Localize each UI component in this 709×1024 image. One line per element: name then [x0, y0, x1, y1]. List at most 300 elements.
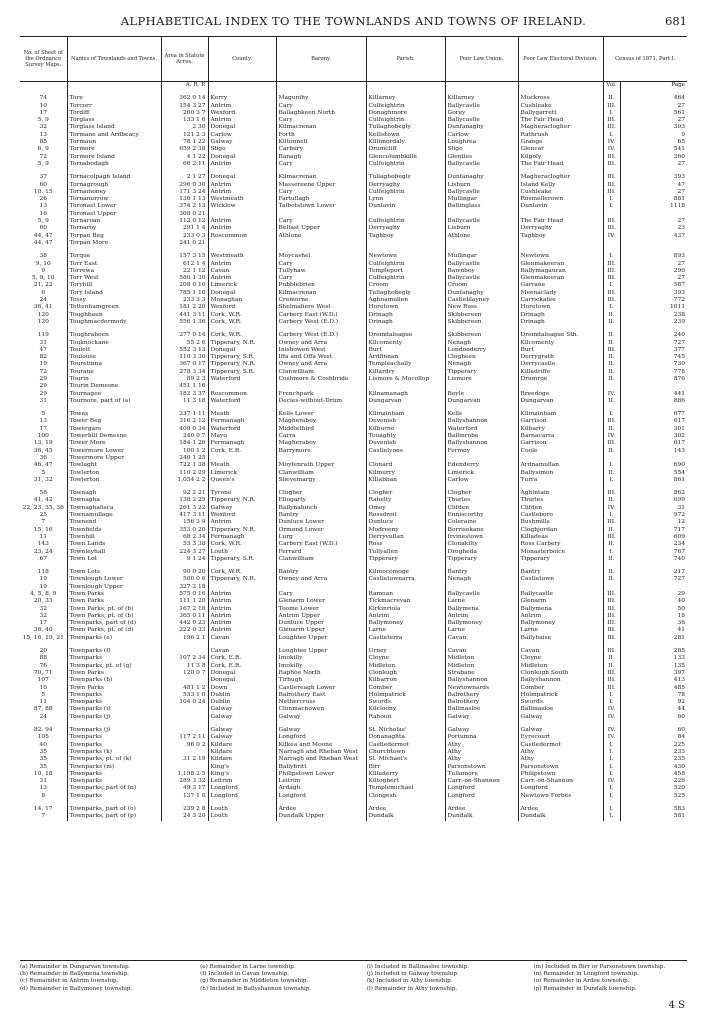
table-row [20, 139, 687, 146]
name-cell: Town Lot [67, 556, 161, 563]
county-cell: Donegal [208, 154, 276, 161]
page-cell: 27 [620, 275, 687, 282]
area-cell: 196 2 1 [161, 635, 208, 642]
col-header-parish: Parish. [366, 37, 445, 82]
ped-cell: Midleton [518, 663, 603, 670]
ped-cell: Garrane [518, 282, 603, 289]
area-cell: 96 0 2 [161, 742, 208, 749]
table-row [20, 778, 687, 785]
page-cell: 520 [620, 785, 687, 792]
county-cell: Galway [208, 734, 276, 741]
ped-cell: Castletown [518, 576, 603, 583]
parish-cell: Drinagh [366, 312, 445, 319]
county-cell: Tipperary, N.R. [208, 527, 276, 534]
name-cell: Tormore Island [67, 154, 161, 161]
vol-cell: II. [603, 361, 620, 368]
county-cell: Galway [208, 721, 276, 734]
vol-cell: I. [603, 692, 620, 699]
ped-cell: Magheraclogher [518, 168, 603, 181]
parish-cell: Omey [366, 505, 445, 512]
vol-cell: IV. [603, 139, 620, 146]
name-cell: Townparks (j) [67, 721, 161, 734]
sheet-cell: 58 [39, 490, 47, 497]
sheet-cell: 24 [39, 297, 47, 304]
sheet-cell: 19 [39, 576, 47, 583]
table-row [20, 218, 687, 225]
vol-cell: III. [603, 627, 620, 634]
table-row [20, 627, 687, 634]
page-cell: 377 [620, 347, 687, 354]
barony-cell: Kilmacrenan [276, 124, 366, 131]
vol-cell [603, 383, 620, 390]
sheet-cell: 70, 71 [33, 669, 53, 676]
table-row [20, 613, 687, 620]
parish-cell: Urney [366, 642, 445, 655]
ped-cell: Garrison [518, 440, 603, 447]
ped-cell: Ross Carbery [518, 541, 603, 548]
page-cell: 690 [620, 462, 687, 469]
barony-cell: Magheraboy [276, 418, 366, 425]
area-cell [161, 677, 208, 684]
ped-cell: Larne [518, 627, 603, 634]
vol-cell: II. [603, 556, 620, 563]
vol-cell: II. [603, 354, 620, 361]
name-cell: Town Parks [67, 591, 161, 598]
sheet-cell: 60 [39, 181, 47, 188]
page-cell: 360 [620, 154, 687, 161]
county-cell: Tipperary, N.R. [208, 497, 276, 504]
table-row [20, 440, 687, 447]
county-cell: Fermanagh [208, 440, 276, 447]
vol-cell: I. [603, 477, 620, 484]
name-cell: Toulett [67, 347, 161, 354]
table-row [20, 340, 687, 347]
area-cell: 31 2 19 [161, 756, 208, 763]
table-row [20, 519, 687, 526]
plu-cell: Drogheda [445, 549, 518, 556]
parish-cell: Derryaghy [366, 225, 445, 232]
area-cell: 182 3 37 [161, 391, 208, 398]
barony-cell: Kilmacrenan [276, 168, 366, 181]
name-cell: Torr West [67, 275, 161, 282]
vol-cell: III. [603, 534, 620, 541]
sheet-cell: 36, 45 [33, 447, 53, 454]
name-cell: Townparks, pt. of (g) [67, 663, 161, 670]
vol-cell: III. [603, 225, 620, 232]
county-cell [208, 455, 276, 462]
parish-cell: Devenish [366, 418, 445, 425]
name-cell: Torcorr [67, 103, 161, 110]
ped-cell: Killadeas [518, 534, 603, 541]
ped-cell: Derryaghy [518, 225, 603, 232]
vol-cell: I. [603, 203, 620, 210]
area-cell: 240 0 7 [161, 433, 208, 440]
vol-cell: III. [603, 261, 620, 268]
ped-cell: Cloyne [518, 655, 603, 662]
footnote-column [20, 964, 200, 993]
sheet-cell: 17 [39, 425, 47, 432]
area-cell: 552 3 13 [161, 347, 208, 354]
area-cell: 365 0 11 [161, 613, 208, 620]
sheet-cell: 38 [39, 253, 47, 260]
table-row [20, 312, 687, 319]
name-cell: Townagha [67, 497, 161, 504]
name-cell: Towlaght [67, 462, 161, 469]
vol-cell: III. [603, 606, 620, 613]
table-row [20, 418, 687, 425]
vol-cell: III. [603, 685, 620, 692]
vol-cell: I. [603, 813, 620, 820]
vol-cell: I. [603, 247, 620, 260]
sheet-cell: 40 [39, 741, 47, 748]
page-cell: 27 [620, 117, 687, 124]
name-cell: Torrewa [67, 268, 161, 275]
vol-cell: III. [603, 642, 620, 655]
ped-cell [518, 383, 603, 390]
page-cell: 727 [620, 576, 687, 583]
plu-cell: Dunfanaghy [445, 290, 518, 297]
sheet-cell: 82 [39, 354, 47, 361]
table-row [20, 527, 687, 534]
table-row [20, 734, 687, 741]
ped-cell: Meenaclady [518, 290, 603, 297]
plu-cell: Nenagh [445, 576, 518, 583]
plu-cell: Strabane [445, 670, 518, 677]
table-row [20, 182, 687, 189]
vol-cell: III. [603, 670, 620, 677]
footnote-column [534, 964, 687, 993]
table-row [20, 124, 687, 131]
parish-cell: Touaghty [366, 433, 445, 440]
county-cell: Antrim [208, 519, 276, 526]
table-row [20, 462, 687, 469]
area-cell: 11 3 8 [161, 663, 208, 670]
barony-cell: Kells Lower [276, 405, 366, 418]
sheet-cell: 5 [41, 411, 46, 418]
ped-cell: Ballymoney [518, 620, 603, 627]
page-cell: 727 [620, 340, 687, 347]
parish-cell: St. Nicholas' [366, 721, 445, 734]
ped-cell: Turra [518, 477, 603, 484]
parish-cell: Tullaghobegly [366, 124, 445, 131]
name-cell: Tory Island [67, 290, 161, 297]
barony-cell: Toome Lower [276, 606, 366, 613]
parish-cell: Modreeny [366, 527, 445, 534]
table-row [20, 290, 687, 297]
plu-cell: Coleraine [445, 519, 518, 526]
plu-cell: Ballycastle [445, 117, 518, 124]
ped-cell: Aghintain [518, 484, 603, 497]
area-cell: 53 3 38 [161, 541, 208, 548]
parish-cell: Taghboy [366, 233, 445, 240]
parish-cell: Churchtown [366, 749, 445, 756]
county-cell: Donegal [208, 347, 276, 354]
area-cell: 208 0 16 [161, 282, 208, 289]
table-row [20, 361, 687, 368]
plu-cell: Galway [445, 721, 518, 734]
name-cell: Toulouse [67, 354, 161, 361]
area-cell [161, 749, 208, 756]
parish-cell: Drinagh [366, 319, 445, 326]
county-cell: Cork, E.R. [208, 655, 276, 662]
name-cell: Townparks, part of (n) [67, 785, 161, 792]
ped-cell: Thurles [518, 497, 603, 504]
sheet-cell: 7 [41, 519, 46, 526]
barony-cell: Carbury [276, 146, 366, 153]
vol-cell: IV. [603, 734, 620, 741]
name-cell: Tottenhamgreen [67, 304, 161, 311]
footnote: (h) Included in Ballyshannon township. [200, 985, 312, 992]
barony-cell: Belfast Upper [276, 225, 366, 232]
county-cell: Tipperary, S.R. [208, 354, 276, 361]
table-row [20, 470, 687, 477]
footnote: (b) Remainder in Ballymena township. [20, 971, 129, 978]
table-row [20, 663, 687, 670]
page-cell: 464 [620, 89, 687, 102]
vol-cell: IV. [603, 433, 620, 440]
sheet-cell: 119 [37, 332, 49, 339]
footnote: (d) Remainder in Ballymoney township. [20, 985, 133, 992]
ped-cell: Kilcomenty [518, 340, 603, 347]
county-cell: Cavan [208, 635, 276, 642]
sheet-cell: 82, 94 [33, 727, 53, 734]
ped-cell: Ballygarrett [518, 110, 603, 117]
plu-cell: Boyle [445, 391, 518, 398]
vol-cell: II. [603, 326, 620, 339]
plu-cell: Ballyshannon [445, 440, 518, 447]
parish-cell: Kilmocomoge [366, 563, 445, 576]
col-header-county: County. [208, 37, 276, 82]
vol-cell: III. [603, 613, 620, 620]
page-cell: 238 [620, 312, 687, 319]
name-cell: Toughraheen [67, 326, 161, 339]
vol-cell: I. [603, 132, 620, 139]
sheet-cell: 31 [39, 778, 47, 785]
page-cell: 36 [620, 620, 687, 627]
name-cell: Torglass Island [67, 124, 161, 131]
area-cell: 222 0 33 [161, 627, 208, 634]
barony-cell: Clogher [276, 484, 366, 497]
barony-cell: Massereene Upper [276, 182, 366, 189]
table-row [20, 699, 687, 706]
barony-cell: Forth [276, 132, 366, 139]
plu-cell: Ballycastle [445, 275, 518, 282]
table-row [20, 749, 687, 756]
barony-cell: Decies-without-Drum [276, 398, 366, 405]
table-row [20, 405, 687, 418]
parish-cell: Larne [366, 627, 445, 634]
ped-cell: Athy [518, 756, 603, 763]
barony-cell: Cary [276, 103, 366, 110]
ped-cell: The Fair Head [518, 161, 603, 168]
barony-cell: Galway [276, 714, 366, 721]
ped-cell: Muckross [518, 89, 603, 102]
page-cell: 302 [620, 433, 687, 440]
vol-cell: I. [603, 462, 620, 469]
name-cell: Townparks [67, 734, 161, 741]
county-cell: Donegal [208, 168, 276, 181]
plu-cell: Dundalk [445, 813, 518, 820]
plu-cell: Gorey [445, 110, 518, 117]
sheet-cell: 44, 47 [33, 239, 53, 246]
page-cell: 135 [620, 663, 687, 670]
county-cell: Wexford [208, 110, 276, 117]
plu-cell: Antrim [445, 613, 518, 620]
name-cell: Town Parks [67, 685, 161, 692]
area-cell: 90 0 20 [161, 563, 208, 576]
table-row [20, 756, 687, 763]
area-cell: 316 2 12 [161, 418, 208, 425]
plu-cell: Portumna [445, 734, 518, 741]
ped-cell: Derrycastle [518, 361, 603, 368]
name-cell: Tournagee [67, 391, 161, 398]
plu-cell: Dunfanaghy [445, 124, 518, 131]
parish-cell: Culfeightrin [366, 161, 445, 168]
sheet-cell: 46, 47 [33, 462, 53, 469]
page-cell: 65 [620, 139, 687, 146]
name-cell: Toronast Lower [67, 203, 161, 210]
vol-cell: II. [603, 497, 620, 504]
table-row [20, 541, 687, 548]
page-cell: 27 [620, 261, 687, 268]
sheet-cell: 6 [41, 289, 46, 296]
area-cell: 296 0 30 [161, 182, 208, 189]
vol-cell: I. [603, 405, 620, 418]
table-row [20, 721, 687, 734]
page-cell: 240 [620, 326, 687, 339]
plu-cell: Cavan [445, 635, 518, 642]
sheet-cell: 67 [39, 555, 47, 562]
area-cell: 156 3 9 [161, 519, 208, 526]
name-cell: Tornacolpagh Island [67, 168, 161, 181]
ped-cell: Eyrecourt [518, 734, 603, 741]
ped-cell: Kilgoly [518, 154, 603, 161]
plu-cell: Baltinglass [445, 203, 518, 210]
parish-cell: Donaghmore [366, 110, 445, 117]
vol-cell: IV. [603, 721, 620, 734]
vol-cell: I. [603, 196, 620, 203]
sheet-cell: 5, 9, 10 [32, 275, 55, 282]
name-cell: Townhill [67, 534, 161, 541]
area-cell: 353 0 20 [161, 527, 208, 534]
county-cell: Galway [208, 714, 276, 721]
table-row [20, 189, 687, 196]
page-cell: 84 [620, 734, 687, 741]
vol-cell: III. [603, 218, 620, 225]
ped-cell: Taghboy [518, 233, 603, 240]
page-cell: 561 [620, 110, 687, 117]
area-cell: 22 1 12 [161, 268, 208, 275]
barony-cell: Magheraboy [276, 440, 366, 447]
ped-cell: Derrygrath [518, 354, 603, 361]
footnote: (f) Included in Cavan township. [200, 971, 290, 978]
ped-cell: Ballyhaise [518, 635, 603, 642]
area-cell [161, 721, 208, 734]
parish-cell: Kirkinriola [366, 606, 445, 613]
page-cell: 587 [620, 282, 687, 289]
county-cell: Longford [208, 785, 276, 792]
ped-cell: Athy [518, 749, 603, 756]
vol-cell: III. [603, 635, 620, 642]
page-cell: 60 [620, 714, 687, 721]
area-cell: 66 2 11 [161, 161, 208, 168]
area-cell: 138 2 25 [161, 497, 208, 504]
vol-cell: I. [603, 742, 620, 749]
ped-cell [518, 455, 603, 462]
sheet-cell: 44, 47 [33, 232, 53, 239]
parish-cell: Glencolumbkille [366, 154, 445, 161]
parish-cell: Clogher [366, 484, 445, 497]
plu-cell: Mullingar [445, 247, 518, 260]
barony-cell: Leitrim [276, 778, 366, 785]
barony-cell: Cary [276, 218, 366, 225]
table-row [20, 110, 687, 117]
table-row [20, 154, 687, 161]
ped-cell: Cloghjordan [518, 527, 603, 534]
ped-cell: Dungarvan [518, 398, 603, 405]
name-cell: Townparks (i) [67, 706, 161, 713]
county-cell: Limerick [208, 470, 276, 477]
ped-cell: Castleboro [518, 512, 603, 519]
plu-cell: Larne [445, 598, 518, 605]
sheet-cell: 9, 10 [35, 260, 51, 267]
plu-cell: Newtownards [445, 685, 518, 692]
sheet-cell: 17 [39, 620, 47, 627]
name-cell: Tormaun [67, 139, 161, 146]
vol-cell: I. [603, 749, 620, 756]
barony-cell: Tullyhaw [276, 268, 366, 275]
name-cell: Townparks, part of (p) [67, 813, 161, 820]
name-cell: Torque [67, 247, 161, 260]
name-cell: Tore [67, 89, 161, 102]
name-cell: Tornanurrow [67, 196, 161, 203]
table-row [20, 275, 687, 282]
area-cell: 1,054 2 2 [161, 477, 208, 484]
parish-cell: Tullaghobegly [366, 290, 445, 297]
county-cell: Monaghan [208, 297, 276, 304]
area-cell: 367 0 17 [161, 361, 208, 368]
ped-cell: Drumroe [518, 376, 603, 383]
page-cell: 541 [620, 146, 687, 153]
vol-cell: III. [603, 591, 620, 598]
plu-cell: Ballycastle [445, 591, 518, 598]
vol-cell: II. [603, 655, 620, 662]
county-cell: Cork, W.R. [208, 312, 276, 319]
area-cell: 117 2 11 [161, 734, 208, 741]
plu-cell: Clogher [445, 484, 518, 497]
barony-cell: Carbery East (W.D.) [276, 541, 366, 548]
plu-cell: Castleblayney [445, 297, 518, 304]
page-cell: 239 [620, 319, 687, 326]
county-cell: Queen's [208, 477, 276, 484]
barony-cell: Dunluce Lower [276, 519, 366, 526]
barony-cell: Bantry [276, 563, 366, 576]
name-cell: Townparks (e) [67, 635, 161, 642]
name-cell: Townamullage [67, 512, 161, 519]
sheet-cell: 23, 24 [33, 548, 53, 555]
parish-cell: Castleterra [366, 635, 445, 642]
county-cell: Tipperary, N.R. [208, 361, 276, 368]
barony-cell [276, 584, 366, 591]
sheet-cell: 41, 42 [33, 497, 53, 504]
parish-cell: Tullaghobegly [366, 168, 445, 181]
sheet-cell: 19 [39, 583, 47, 590]
footnote: (e) Remainder in Larne township. [200, 964, 296, 970]
area-cell: 24 3 20 [161, 813, 208, 820]
parish-cell: Comber [366, 685, 445, 692]
name-cell: Toughmacdermody [67, 319, 161, 326]
name-cell: Town Parks [67, 598, 161, 605]
